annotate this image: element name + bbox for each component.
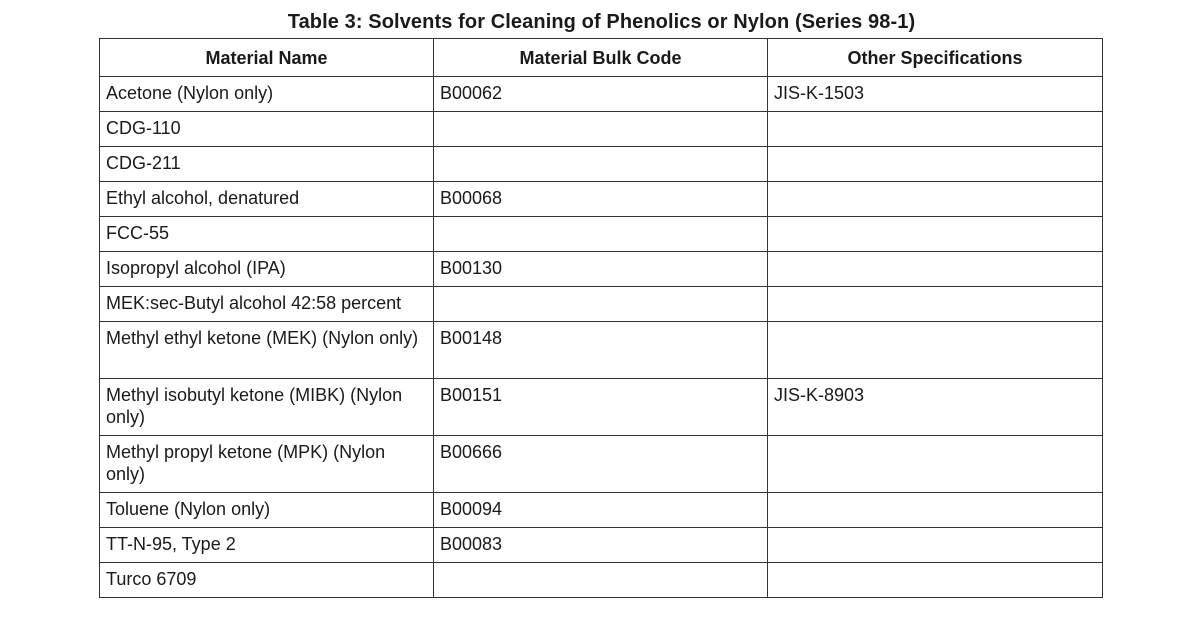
cell-material-bulk-code [434, 217, 768, 252]
cell-material-name: FCC-55 [100, 217, 434, 252]
cell-material-name: CDG-211 [100, 147, 434, 182]
table-row [100, 182, 1103, 217]
cell-material-bulk-code [434, 287, 768, 322]
table-row [100, 252, 1103, 287]
table-row [100, 77, 1103, 112]
table-header [100, 39, 1103, 77]
table-row [100, 217, 1103, 252]
table-row [100, 112, 1103, 147]
cell-other-specifications [768, 182, 1103, 217]
cell-material-name: Acetone (Nylon only) [100, 77, 434, 112]
cell-material-bulk-code [434, 563, 768, 598]
table-row [100, 493, 1103, 528]
cell-material-bulk-code: B00666 [434, 436, 768, 493]
table-body [100, 77, 1103, 598]
solvents-table [99, 38, 1103, 598]
cell-material-name: Methyl ethyl ketone (MEK) (Nylon only) [100, 322, 434, 379]
cell-material-name: Turco 6709 [100, 563, 434, 598]
cell-other-specifications [768, 252, 1103, 287]
table-row [100, 563, 1103, 598]
cell-material-name: Methyl propyl ketone (MPK) (Nylon only) [100, 436, 434, 493]
header-row [100, 39, 1103, 77]
cell-material-bulk-code [434, 147, 768, 182]
table-caption: Table 3: Solvents for Cleaning of Phenolics or Nylon (Series 98-1) [287, 11, 916, 33]
cell-material-name: Ethyl alcohol, denatured [100, 182, 434, 217]
cell-other-specifications [768, 112, 1103, 147]
cell-material-bulk-code: B00062 [434, 77, 768, 112]
cell-other-specifications [768, 217, 1103, 252]
cell-other-specifications [768, 528, 1103, 563]
cell-material-bulk-code: B00148 [434, 322, 768, 379]
cell-material-bulk-code: B00083 [434, 528, 768, 563]
column-header-material-bulk-code: Material Bulk Code [434, 39, 768, 77]
cell-other-specifications: JIS-K-1503 [768, 77, 1103, 112]
cell-material-bulk-code: B00151 [434, 379, 768, 436]
cell-other-specifications [768, 493, 1103, 528]
cell-other-specifications [768, 287, 1103, 322]
cell-material-name: CDG-110 [100, 112, 434, 147]
cell-other-specifications: JIS-K-8903 [768, 379, 1103, 436]
table-row [100, 379, 1103, 436]
table-row [100, 436, 1103, 493]
cell-material-bulk-code: B00068 [434, 182, 768, 217]
column-header-material-name: Material Name [100, 39, 434, 77]
cell-other-specifications [768, 436, 1103, 493]
cell-material-name: Methyl isobutyl ketone (MIBK) (Nylon only) [100, 379, 434, 436]
cell-material-name: TT-N-95, Type 2 [100, 528, 434, 563]
cell-material-bulk-code [434, 112, 768, 147]
column-header-other-specifications: Other Specifications [768, 39, 1103, 77]
cell-other-specifications [768, 563, 1103, 598]
table-row [100, 322, 1103, 379]
cell-material-name: MEK:sec-Butyl alcohol 42:58 percent [100, 287, 434, 322]
cell-material-bulk-code: B00094 [434, 493, 768, 528]
cell-other-specifications [768, 147, 1103, 182]
cell-material-bulk-code: B00130 [434, 252, 768, 287]
cell-material-name: Isopropyl alcohol (IPA) [100, 252, 434, 287]
table-row [100, 147, 1103, 182]
cell-material-name: Toluene (Nylon only) [100, 493, 434, 528]
table-row [100, 528, 1103, 563]
cell-other-specifications [768, 322, 1103, 379]
table-row [100, 287, 1103, 322]
